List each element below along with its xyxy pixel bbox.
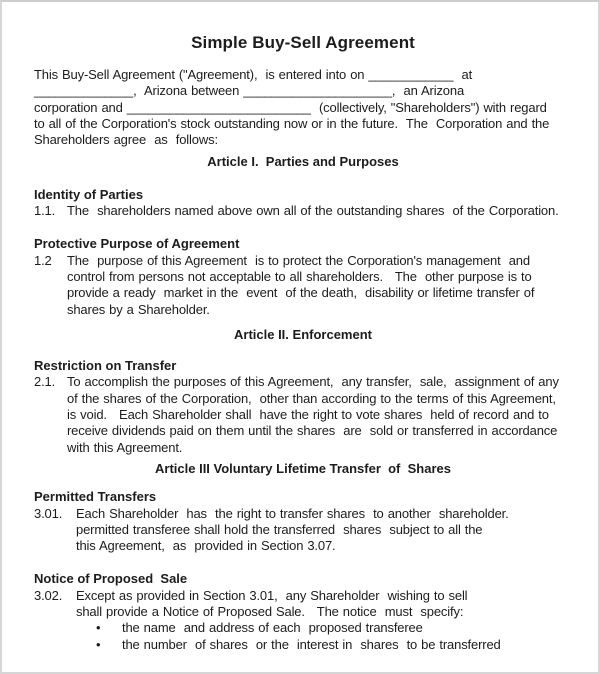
clause-number: 3.01.: [34, 505, 63, 521]
text-line: receive dividends paid on them until the shares are sold or transferred in accordance: [67, 423, 558, 439]
text-line: To accomplish the purposes of this Agreement, any transfer, sale, assignment of any: [67, 374, 559, 390]
clause-3-01: [34, 506, 572, 555]
clause-number: 3.02.: [34, 587, 63, 603]
clause-body: [67, 374, 572, 455]
clause-body: [67, 203, 572, 219]
text-line: provide a ready market in the event of the death, disability or lifetime transfer of: [67, 285, 535, 301]
bullet-dot-icon: •: [96, 620, 101, 636]
intro-line: Shareholders agree as follows:: [34, 132, 218, 148]
clause-2-1: [34, 374, 572, 455]
text-line: with this Agreement.: [67, 439, 183, 455]
clause-number: 1.1.: [34, 203, 56, 219]
text-line: Each Shareholder has the right to transfer shares to another shareholder.: [76, 505, 509, 521]
section-heading-identity-of-parties: Identity of Parties: [34, 186, 144, 202]
clause-number: 1.2: [34, 252, 52, 268]
bullet-text: the number of shares or the interest in shares to be transferred: [122, 636, 501, 652]
bullet-item: [76, 637, 572, 653]
article-3-heading: Article III Voluntary Lifetime Transfer of Shares: [155, 460, 451, 476]
text-line: Except as provided in Section 3.01, any Shareholder wishing to sell: [76, 587, 468, 603]
section-heading-notice-of-proposed-sale: Notice of Proposed Sale: [34, 571, 188, 587]
clause-body: [67, 253, 572, 318]
section-heading-protective-purpose: Protective Purpose of Agreement: [34, 236, 240, 252]
section-heading-restriction-on-transfer: Restriction on Transfer: [34, 358, 177, 374]
document-title: Simple Buy-Sell Agreement: [191, 33, 415, 52]
clause-body: [76, 588, 572, 653]
bullet-dot-icon: •: [96, 636, 101, 652]
section-heading-permitted-transfers: Permitted Transfers: [34, 489, 157, 505]
text-line: control from persons not acceptable to all shareholders. The other purpose is to: [67, 268, 532, 284]
intro-line: corporation and __________________________ (collectively, "Shareholders") with regard: [34, 99, 547, 115]
clause-body: [76, 506, 572, 555]
bullet-item: [76, 620, 572, 636]
text-line: this Agreement, as provided in Section 3.07.: [76, 538, 336, 554]
text-line: is void. Each Shareholder shall have the right to vote shares held of record and to: [67, 407, 549, 423]
text-line: The shareholders named above own all of the outstanding shares of the Corporation.: [67, 203, 559, 219]
clause-1-2: [34, 253, 572, 318]
text-line: shares by a Shareholder.: [67, 301, 210, 317]
clause-3-02: [34, 588, 572, 653]
article-2-heading: Article II. Enforcement: [234, 326, 372, 342]
text-line: of the shares of the Corporation, other than according to the terms of this Agreement,: [67, 390, 556, 406]
text-line: permitted transferee shall hold the transferred shares subject to all the: [76, 521, 483, 537]
clause-number: 2.1.: [34, 374, 56, 390]
intro-line: to all of the Corporation's stock outstanding now or in the future. The Corporation and the: [34, 115, 550, 131]
bullet-text: the name and address of each proposed transferee: [122, 620, 423, 636]
clause-1-1: [34, 203, 572, 219]
intro-paragraph: [34, 67, 572, 148]
intro-line: ______________, Arizona between _____________________, an Arizona: [34, 83, 465, 99]
article-1-heading: Article I. Parties and Purposes: [207, 154, 399, 170]
text-line: The purpose of this Agreement is to protect the Corporation's management and: [67, 252, 530, 268]
text-line: shall provide a Notice of Proposed Sale. The notice must specify:: [76, 604, 464, 620]
intro-line: This Buy-Sell Agreement ("Agreement), is entered into on ____________ at: [34, 67, 473, 82]
